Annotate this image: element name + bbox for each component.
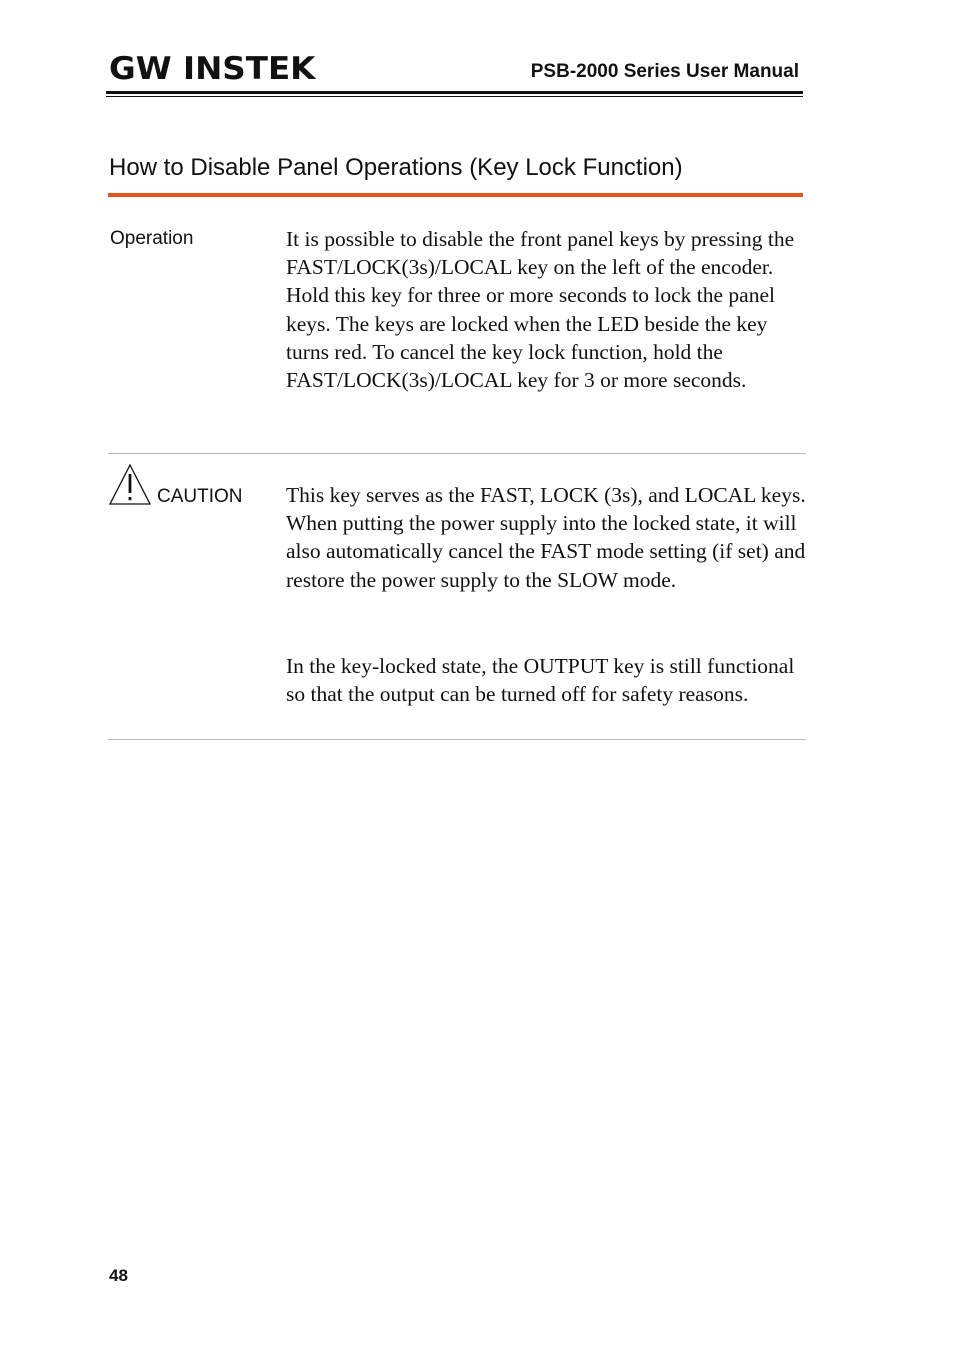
header-rule-thick xyxy=(106,91,803,94)
page-number: 48 xyxy=(109,1266,128,1285)
section-title: How to Disable Panel Operations (Key Lock Function) xyxy=(109,154,683,181)
gw-instek-logo: GW INSTEK xyxy=(109,51,316,87)
operation-text: It is possible to disable the front panel keys by pressing the FAST/LOCK(3s)/LOCAL key on the left of the encoder. Hold this key for three or more seconds to lock the panel keys. The keys are locked when the LED beside the key turns red. To cancel the key lock function, hold the FAST/LOCK(3s)/LOCAL key for 3 or more seconds. xyxy=(286,227,795,393)
caution-text-1: This key serves as the FAST, LOCK (3s), and LOCAL keys. When putting the power supply into the locked state, it will also automatically cancel the FAST mode setting (if set) and restore the power supply to the SLOW mode. xyxy=(286,483,806,592)
row-label-operation: Operation xyxy=(110,228,194,249)
caution-text-2: In the key-locked state, the OUTPUT key is still functional so that the output can be turned off for safety reasons. xyxy=(286,654,795,707)
row-divider xyxy=(108,453,806,454)
row-label-caution: CAUTION xyxy=(157,486,243,507)
manual-title: PSB-2000 Series User Manual xyxy=(530,61,799,82)
section-title-underline xyxy=(108,193,803,197)
header-rule-thin xyxy=(106,96,803,97)
caution-triangle-icon xyxy=(109,464,151,506)
row-divider xyxy=(108,739,806,740)
